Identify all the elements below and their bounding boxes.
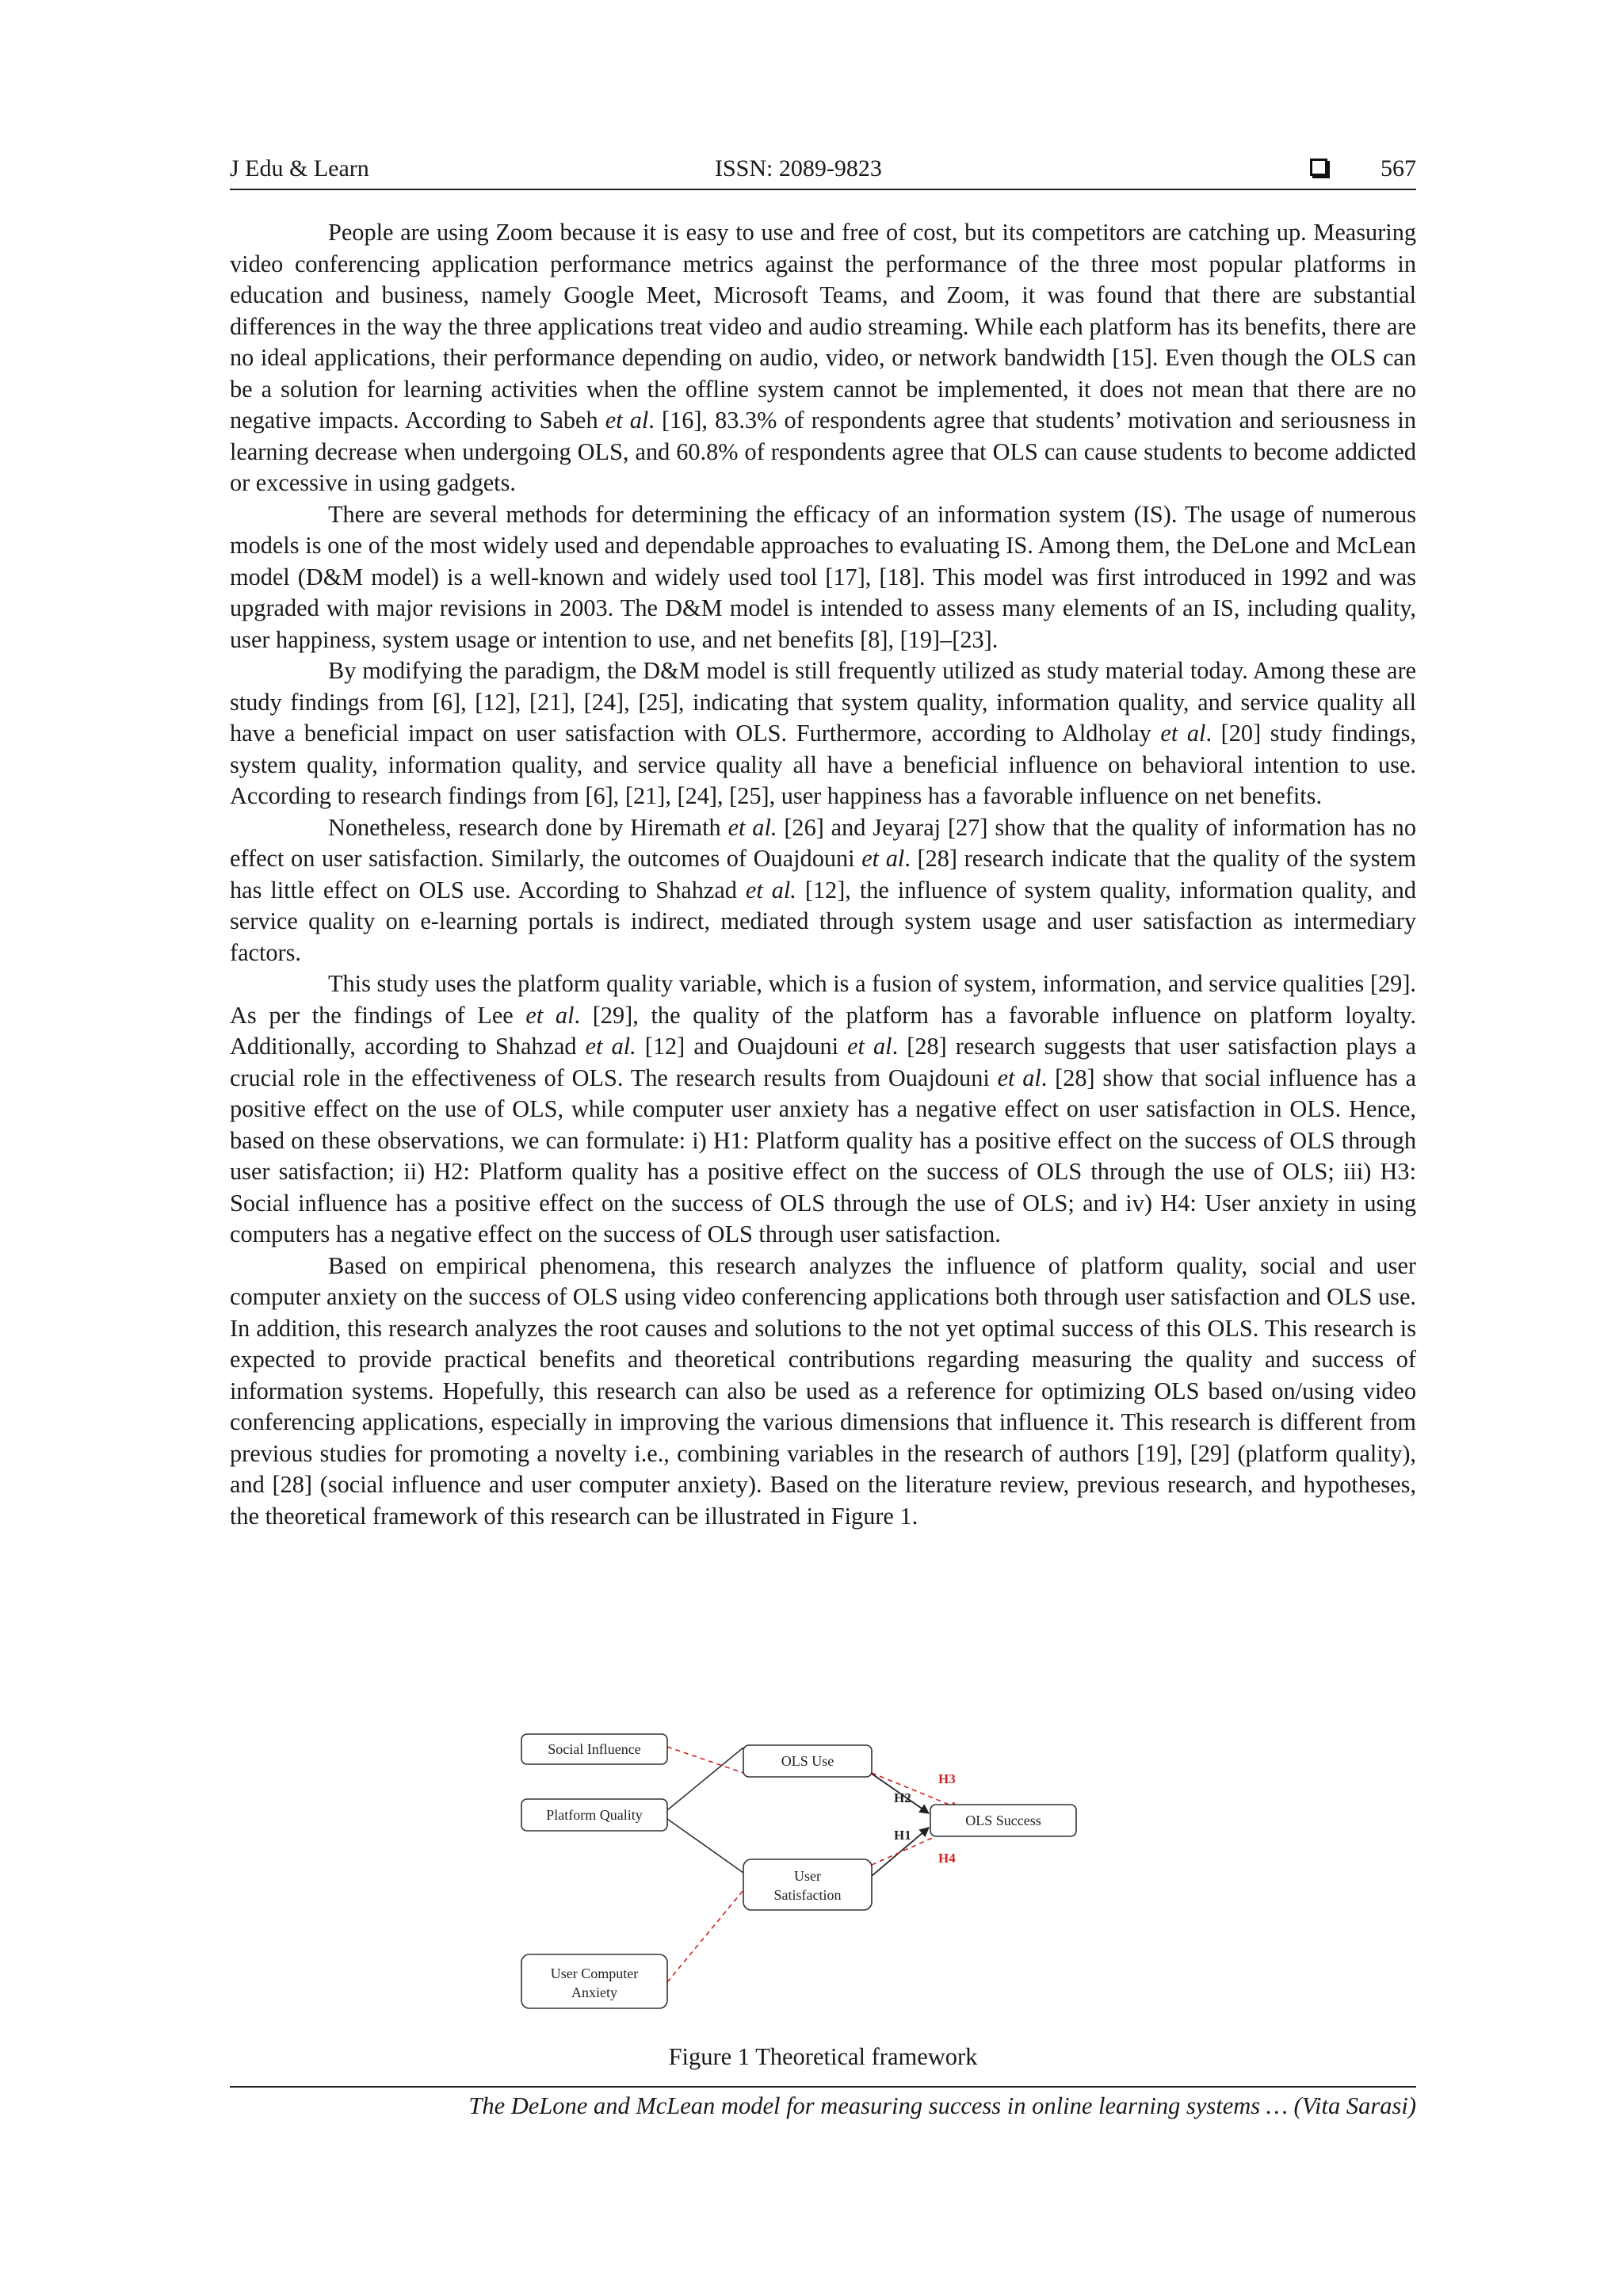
text-run: Based on empirical phenomena, this research analyzes the influence of platform quality, social and user computer anxiety on the success of OLS using video conferencing applications both through user satisfaction and OLS use. In addition, this research analyzes the root causes and solutions to the not yet optimal success of this OLS. This research is expected to provide practical benefits and theoretical contributions regarding measuring the quality and success of information systems. Hopefully, this research can also be used as a reference for optimizing OLS based on/using video conferencing applications, especially in improving the various dimensions that influence it. This research is different from previous studies for promoting a novelty i.e., combining variables in the research of authors [19], [29] (platform quality), and [28] (social influence and user computer anxiety). Based on the literature review, previous research, and hypotheses, the theoretical framework of this research can be illustrated in Figure 1. bbox=[230, 1251, 1416, 1530]
italic-run: et al bbox=[847, 1033, 892, 1060]
edge-platform-to-ols-use bbox=[667, 1748, 743, 1810]
node-social-influence bbox=[521, 1734, 667, 1764]
node-platform-quality-label: Platform Quality bbox=[546, 1807, 643, 1823]
label-h4: H4 bbox=[938, 1851, 956, 1866]
italic-run: et al bbox=[1160, 720, 1206, 747]
node-ols-use-label: OLS Use bbox=[781, 1753, 834, 1769]
body-paragraph bbox=[230, 1251, 1416, 1533]
edge-anxiety-to-satisfaction bbox=[667, 1890, 743, 1982]
page-number: 567 bbox=[1381, 155, 1416, 181]
edge-platform-to-user-satisfaction bbox=[667, 1819, 743, 1873]
italic-run: et al bbox=[605, 407, 649, 434]
text-run: This study uses the platform quality variable, which is a fusion of system, information, and service qualities [29]. As per the findings of Lee bbox=[230, 970, 1416, 1029]
footer-running-title: The DeLone and McLean model for measuring success in online learning systems … (Vita Sarasi) bbox=[468, 2092, 1416, 2119]
text-run: [12], the influence of system quality, information quality, and service quality on e-learning portals is indirect, mediated through system usage and user satisfaction as intermediary factors. bbox=[230, 876, 1416, 966]
text-run: . [28] research indicate that the quality of the system has little effect on OLS use. According to Shahzad bbox=[230, 845, 1417, 904]
issn: ISSN: 2089-9823 bbox=[715, 155, 882, 181]
body-paragraph bbox=[230, 655, 1416, 812]
square-box-icon bbox=[1310, 159, 1327, 176]
text-run: [12] and Ouajdouni bbox=[636, 1033, 848, 1060]
node-ols-success-label: OLS Success bbox=[965, 1813, 1041, 1828]
label-h2: H2 bbox=[894, 1790, 911, 1805]
text-run: People are using Zoom because it is easy to use and free of cost, but its competitors are catching up. Measuring video conferencing application performance metrics against the performance of the three most popular platforms in education and business, namely Google Meet, Microsoft Teams, and Zoom, it was found that there are substantial differences in the way the three applications treat video and audio streaming. While each platform has its benefits, there are no ideal applications, their performance depending on audio, video, or network bandwidth [15]. Even though the OLS can be a solution for learning activities when the offline system cannot be implemented, it does not mean that there are no negative impacts. According to Sabeh bbox=[230, 219, 1416, 434]
node-ols-success bbox=[930, 1805, 1076, 1836]
node-anxiety-label-line1: User Computer bbox=[550, 1966, 639, 1981]
text-run: By modifying the paradigm, the D&M model is still frequently utilized as study material today. Among these are study findings from [6], [12], [21], [24], [25], indicating that system quality, information quality, and service quality all have a beneficial impact on user satisfaction with OLS. Furthermore, according to Aldholay bbox=[230, 657, 1416, 747]
text-run: . [20] study findings, system quality, information quality, and service quality all have a beneficial influence on behavioral intention to use. According to research findings from [6], [21], [24], [25], user happiness has a favorable influence on net benefits. bbox=[230, 720, 1416, 809]
figure-caption: Figure 1 Theoretical framework bbox=[668, 2043, 978, 2070]
body-paragraph bbox=[230, 812, 1416, 969]
edge-social-to-ols-use bbox=[667, 1747, 743, 1773]
text-run: . [28] research suggests that user satisfaction plays a crucial role in the effectiveness of OLS. The research results from Ouajdouni bbox=[230, 1033, 1417, 1091]
text-run: . [29], the quality of the platform has a favorable influence on platform loyalty. Additionally, according to Shahzad bbox=[230, 1001, 1416, 1060]
node-user-computer-anxiety bbox=[521, 1954, 667, 2008]
italic-run: et al. bbox=[745, 876, 796, 904]
body-paragraph bbox=[230, 499, 1416, 656]
body-paragraph bbox=[230, 968, 1416, 1251]
text-run: . [28] show that social influence has a positive effect on the use of OLS, while computer user anxiety has a negative effect on user satisfaction in OLS. Hence, based on these observations, we can formulate: i) H1: Platform quality has a positive effect on the success of OLS through user satisfaction; ii) H2: Platform quality has a positive effect on the success of OLS through the use of OLS; iii) H3: Social influence has a positive effect on the success of OLS through the use of OLS; and iv) H4: User anxiety in using computers has a negative effect on the success of OLS through user satisfaction. bbox=[230, 1064, 1416, 1247]
body-text bbox=[230, 217, 1416, 1532]
text-run: . [16], 83.3% of respondents agree that students’ motivation and seriousness in learning decrease when undergoing OLS, and 60.8% of respondents agree that OLS can cause students to become addicted or excessive in using gadgets. bbox=[230, 407, 1416, 496]
text-run: [26] and Jeyaraj [27] show that the quality of information has no effect on user satisfaction. Similarly, the outcomes of Ouajdouni bbox=[230, 813, 1416, 872]
page-header bbox=[230, 155, 1416, 190]
node-platform-quality bbox=[521, 1799, 667, 1831]
text-run: There are several methods for determining the efficacy of an information system (IS). The usage of numerous models is one of the most widely used and dependable approaches to evaluating IS. Among them, the DeLone and McLean model (D&M model) is a well-known and widely used tool [17], [18]. This model was first introduced in 1992 and was upgraded with major revisions in 2003. The D&M model is intended to assess many elements of an IS, including quality, user happiness, system usage or intention to use, and net benefits [8], [19]–[23]. bbox=[230, 500, 1416, 653]
label-h1: H1 bbox=[894, 1828, 911, 1843]
body-paragraph bbox=[230, 217, 1416, 499]
node-user-satisfaction bbox=[743, 1859, 872, 1910]
italic-run: et al bbox=[997, 1064, 1041, 1091]
text-run: Nonetheless, research done by Hiremath bbox=[328, 813, 728, 841]
label-h3: H3 bbox=[938, 1771, 956, 1786]
node-satisfaction-label-line1: User bbox=[794, 1868, 821, 1884]
node-social-influence-label: Social Influence bbox=[548, 1741, 641, 1757]
italic-run: et al. bbox=[727, 813, 777, 841]
page-footer bbox=[230, 2086, 1416, 2120]
italic-run: et al. bbox=[585, 1033, 636, 1060]
journal-name: J Edu & Learn bbox=[230, 155, 369, 181]
node-satisfaction-label-line2: Satisfaction bbox=[773, 1887, 842, 1903]
theoretical-framework-figure bbox=[515, 1728, 1133, 2013]
node-ols-use bbox=[743, 1745, 872, 1777]
node-anxiety-label-line2: Anxiety bbox=[571, 1985, 617, 2000]
italic-run: et al bbox=[861, 845, 905, 872]
italic-run: et al bbox=[525, 1001, 575, 1029]
